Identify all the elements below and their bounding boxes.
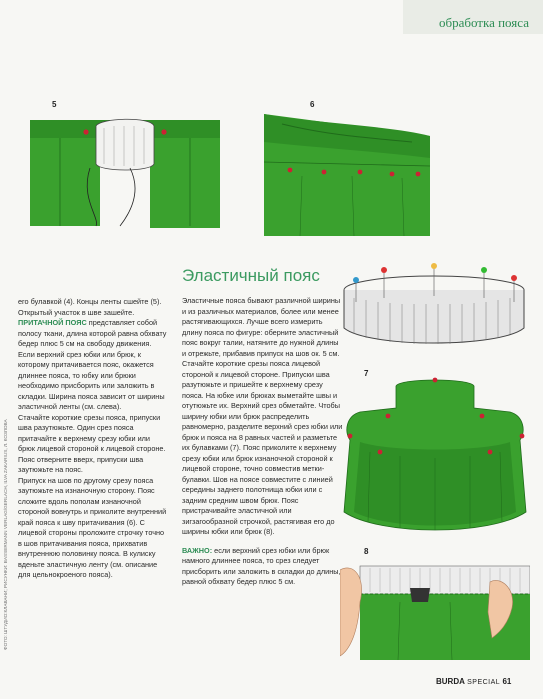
side-credit: [3, 270, 13, 650]
figure-8-illustration: [340, 552, 530, 662]
section-title: обработка пояса: [438, 15, 529, 30]
important-label: ВАЖНО:: [182, 545, 213, 555]
section-header: [403, 0, 543, 34]
paragraph-1: представляет собой полосу ткани, длина которой равна обхвату бедер плюс 5 см на свободу движения. Если верхний срез юбки или брюк, к которому притачивается пояс, окажется длиннее пояса, то юбку или брюки необходимо присборить или заложить в складки. Ширина пояса зависит от ширины эластичной ленты (см. слева).: [18, 318, 167, 411]
middle-column: [182, 296, 344, 588]
side-credit-text: ФОТО: ШТУДИО:КЛАВАНИ; РИСУНКИ: BASSERMANN VERLAG/GERLACH, ILVA ZAKARIUS, Л. КОЗЛОВА: [3, 419, 8, 650]
elastic-band-illustration: [338, 262, 530, 354]
paragraph-0: его булавкой (4). Концы ленты сшейте (5). Открытый участок в шве зашейте.: [18, 297, 162, 317]
body-text: Стачайте короткие срезы пояса лицевой стороной к лицевой стороне. Припуски шва разутюжьте и пришейте к верхнему срезу пояса. На юбке или брюках выметайте швы и отутюжьте их. Верхний срез обметайте. Чтобы ширину юбки или брюк распределить равномерно, разделите верхний срез юбки или брюк и пояса на 8 равных частей и разметьте их булавками (7). Пояс приколите к верхнему срезу юбки или брюк изнаночной стороной к лицевой стороне, точно совместив метки-булавки. Шов на поясе совместите с линией середины заднего полотнища юбки или с задним средним швом брюк. Пояс пристрачивайте эластичной или зигзагообразной строчкой, растягивая его до ширины юбки или брюк (8).: [182, 359, 343, 536]
left-column: [18, 297, 168, 581]
paragraph-2: Стачайте короткие срезы пояса, припуски швa разутюжьте. Один срез пояса притачайте к верхнему срезу юбки или брюк лицевой стороной к лицевой стороне. Пояс отверните вверх, припуски шва заутюжьте на пояс.: [18, 412, 166, 474]
paragraph-heading: ПРИТАЧНОЙ ПОЯС: [18, 318, 87, 327]
page-number: 61: [502, 677, 512, 686]
figure-7-number: 7: [364, 369, 369, 378]
brand-special: SPECIAL: [467, 679, 501, 686]
brand-name: BURDA: [436, 677, 465, 686]
figure-6-number: 6: [310, 100, 315, 109]
section-heading: Эластичный пояс: [182, 266, 320, 285]
figure-5-illustration: [30, 108, 220, 238]
figure-5-number: 5: [52, 100, 57, 109]
intro-text: Эластичные пояса бывают различной ширины и из различных материалов, более или менее растягивающихся. Лучше всего измерить длину пояса по фигуре: оберните эластичный пояс вокруг талии, натяните до нужной длины и отрежьте, прибавив припуск на шов ок. 5 см.: [182, 296, 341, 358]
paragraph-3: Припуск на шов по другому срезу пояса заутюжьте на изнаночную сторону. Пояс сложите вдоль пополам изнаночной стороной вовнутрь и приколите внутренний край пояса к шву притачивания (6). С лицевой стороны проложите строчку точно в шов притачивания пояса, прихватив внутреннюю половинку пояса. В кулиску вденьте эластичную ленту (см. описание для цельнокроеного пояса).: [18, 475, 167, 579]
figure-6-illustration: [262, 106, 432, 238]
important-text: если верхний срез юбки или брюк намного длиннее пояса, то срез следует присборить или заложить в складки до длины, равной обхвату бедер плюс 5 см.: [182, 545, 341, 586]
figure-7-illustration: [340, 372, 530, 540]
page-footer: [436, 677, 511, 686]
figure-8-number: 8: [364, 547, 369, 556]
